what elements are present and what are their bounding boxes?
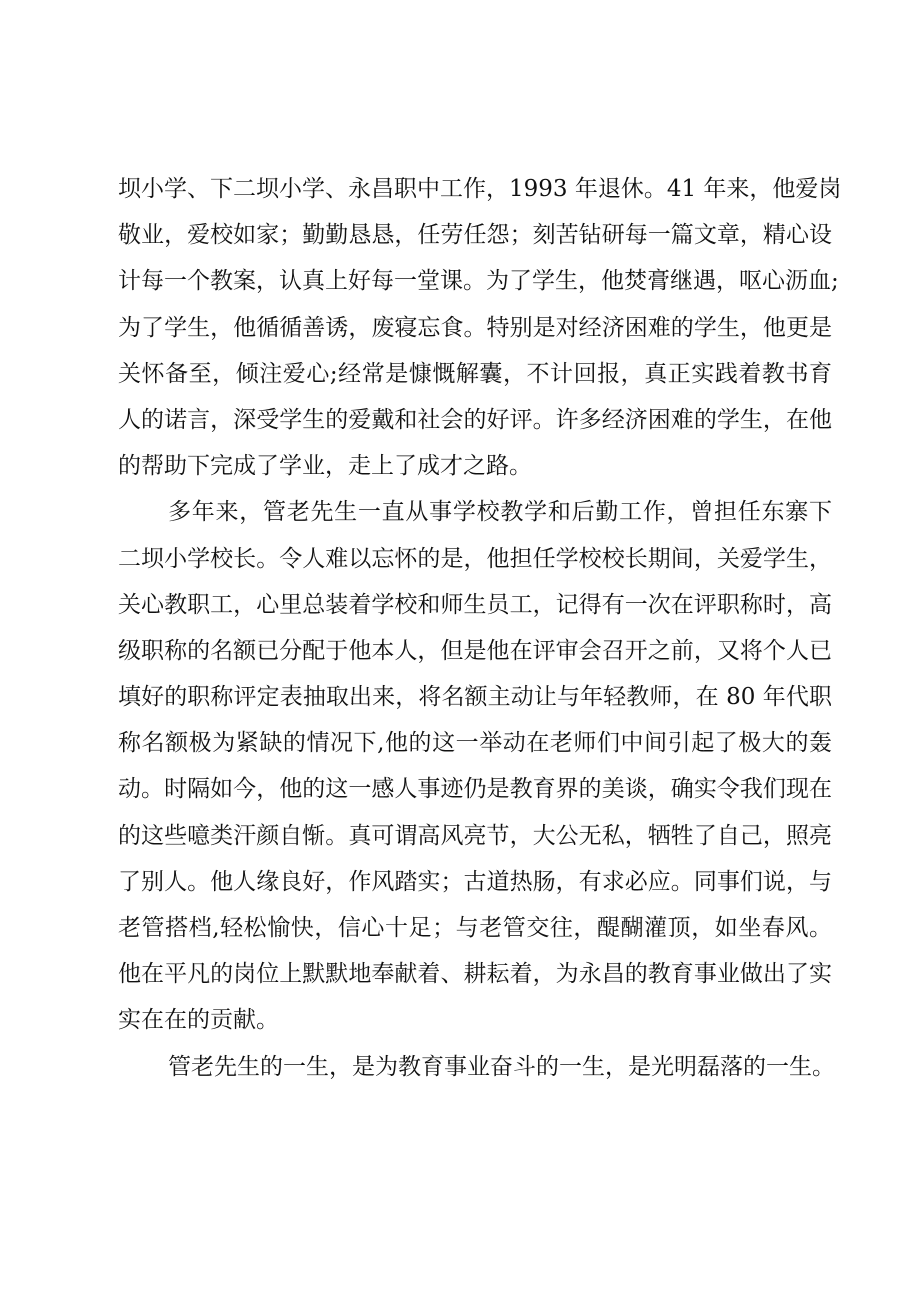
text-line: 老管搭档,轻松愉快，信心十足；与老管交往，醍醐灌顶，如坐春风。	[118, 915, 832, 941]
text-line: 关怀备至，倾注爱心;经常是慷慨解囊，不计回报，真正实践着教书育	[118, 360, 832, 387]
paragraph-1	[118, 166, 842, 489]
text-line: 动。时隔如今，他的这一感人事迹仍是教育界的美谈，确实令我们现在	[118, 776, 832, 803]
text-line: 称名额极为紧缺的情况下,他的这一举动在老师们中间引起了极大的轰	[118, 730, 832, 757]
paragraph-2	[118, 489, 832, 1043]
text-line: 多年来，管老先生一直从事学校教学和后勤工作，曾担任东寨下	[168, 499, 832, 526]
text-line: 关心教职工，心里总装着学校和师生员工，记得有一次在评职称时，高	[118, 591, 832, 618]
text-line: 计每一个教案，认真上好每一堂课。为了学生，他焚膏继遇，呕心沥血;	[118, 268, 839, 295]
text-line: 为了学生，他循循善诱，废寝忘食。特别是对经济困难的学生，他更是	[118, 314, 832, 341]
text-line: 级职称的名额已分配于他本人，但是他在评审会召开之前，又将个人已	[118, 637, 832, 664]
text-line: 了别人。他人缘良好，作风踏实；古道热肠，有求必应。同事们说，与	[118, 868, 832, 895]
text-line: 填好的职称评定表抽取出来，将名额主动让与年轻教师，在 80 年代职	[118, 684, 832, 711]
text-line: 管老先生的一生，是为教育事业奋斗的一生，是光明磊落的一生。	[168, 1053, 835, 1080]
paragraph-3	[118, 1044, 835, 1090]
text-line: 他在平凡的岗位上默默地奉献着、耕耘着，为永昌的教育事业做出了实	[118, 961, 832, 988]
text-line: 的这些噫类汗颜自惭。真可谓高风亮节，大公无私，牺牲了自己，照亮	[118, 822, 832, 849]
text-line: 人的诺言，深受学生的爱戴和社会的好评。许多经济困难的学生，在他	[118, 406, 832, 433]
text-line: 的帮助下完成了学业，走上了成才之路。	[118, 453, 532, 480]
text-line: 二坝小学校长。令人难以忘怀的是，他担任学校校长期间，关爱学生，	[118, 545, 832, 572]
document-body	[118, 166, 842, 1090]
text-line: 坝小学、下二坝小学、永昌职中工作，1993 年退休。41 年来，他爱岗	[118, 176, 842, 202]
text-line: 敬业，爱校如家；勤勤恳恳，任劳任怨；刻苦钻研每一篇文章，精心设	[118, 222, 832, 249]
text-line: 实在在的贡献。	[118, 1007, 279, 1034]
